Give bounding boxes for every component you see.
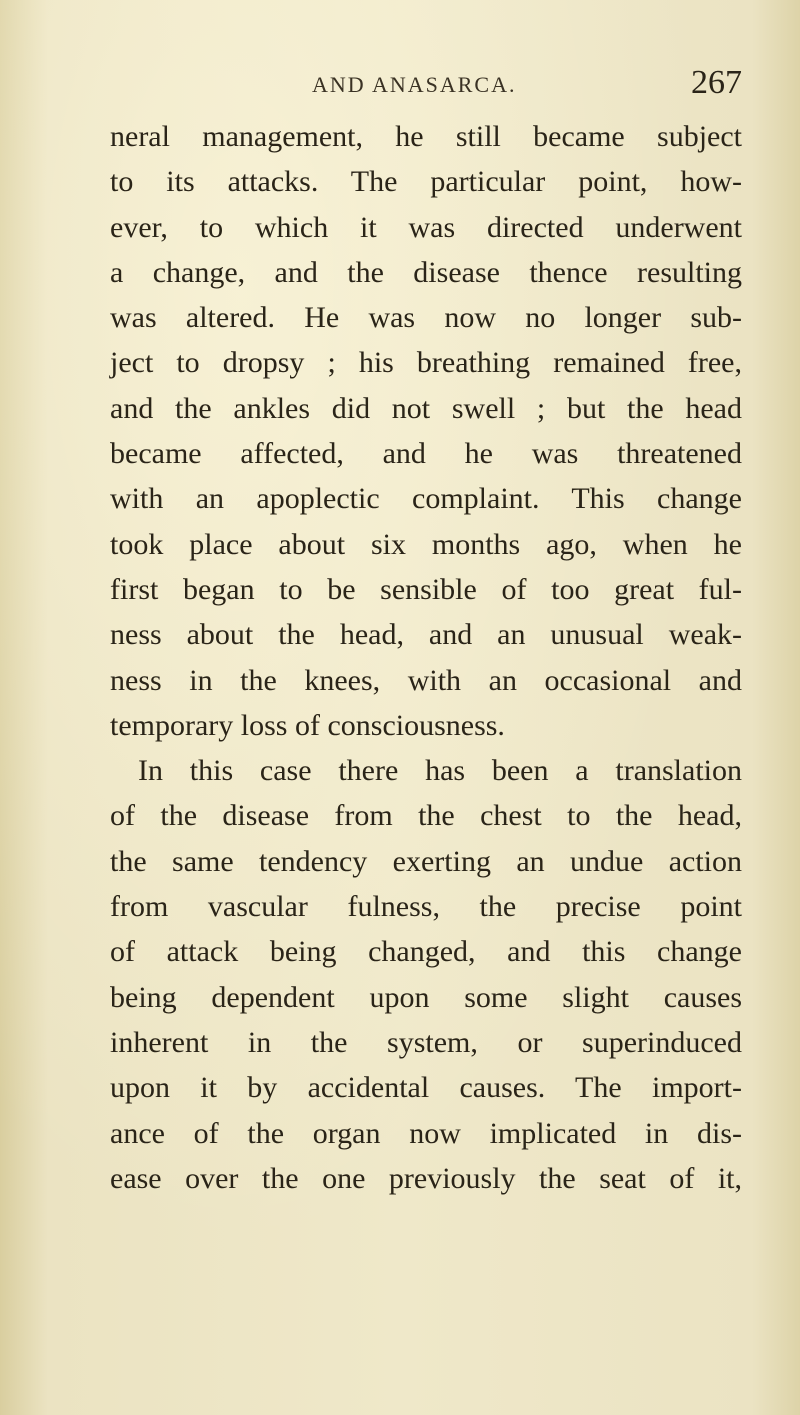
text-line-paragraph-start: In this case there has been a translation [138,754,742,788]
text-line: and the ankles did not swell ; but the head [110,391,742,425]
text-line: the same tendency exerting an undue action [110,844,742,878]
text-line: ance of the organ now implicated in dis- [110,1116,742,1150]
text-line: inherent in the system, or superinduced [110,1025,742,1059]
body-text [110,114,742,1201]
text-line: became affected, and he was threatened [110,437,742,471]
text-line: of the disease from the chest to the head, [110,799,742,833]
text-line: ness about the head, and an unusual weak- [110,618,742,652]
text-line: neral management, he still became subject [110,120,742,153]
text-line: a change, and the disease thence resulting [110,255,742,289]
text-line: first began to be sensible of too great ful- [110,572,742,606]
text-line: with an apoplectic complaint. This change [110,482,742,516]
text-line: ever, to which it was directed underwent [110,210,742,244]
running-head: AND ANASARCA. [312,72,517,97]
text-line: ject to dropsy ; his breathing remained free, [110,346,742,380]
text-line-paragraph-end: temporary loss of consciousness. [110,708,505,742]
text-line: upon it by accidental causes. The import- [110,1071,742,1105]
page-header [110,64,742,104]
text-line: ease over the one previously the seat of it, [110,1161,742,1195]
text-line: being dependent upon some slight causes [110,980,742,1014]
text-line: was altered. He was now no longer sub- [110,301,742,335]
page-number: 267 [691,64,742,101]
text-line: from vascular fulness, the precise point [110,890,742,924]
text-line: to its attacks. The particular point, how- [110,165,742,199]
text-line: took place about six months ago, when he [110,527,742,561]
text-line: of attack being changed, and this change [110,935,742,969]
text-line: ness in the knees, with an occasional and [110,663,742,697]
